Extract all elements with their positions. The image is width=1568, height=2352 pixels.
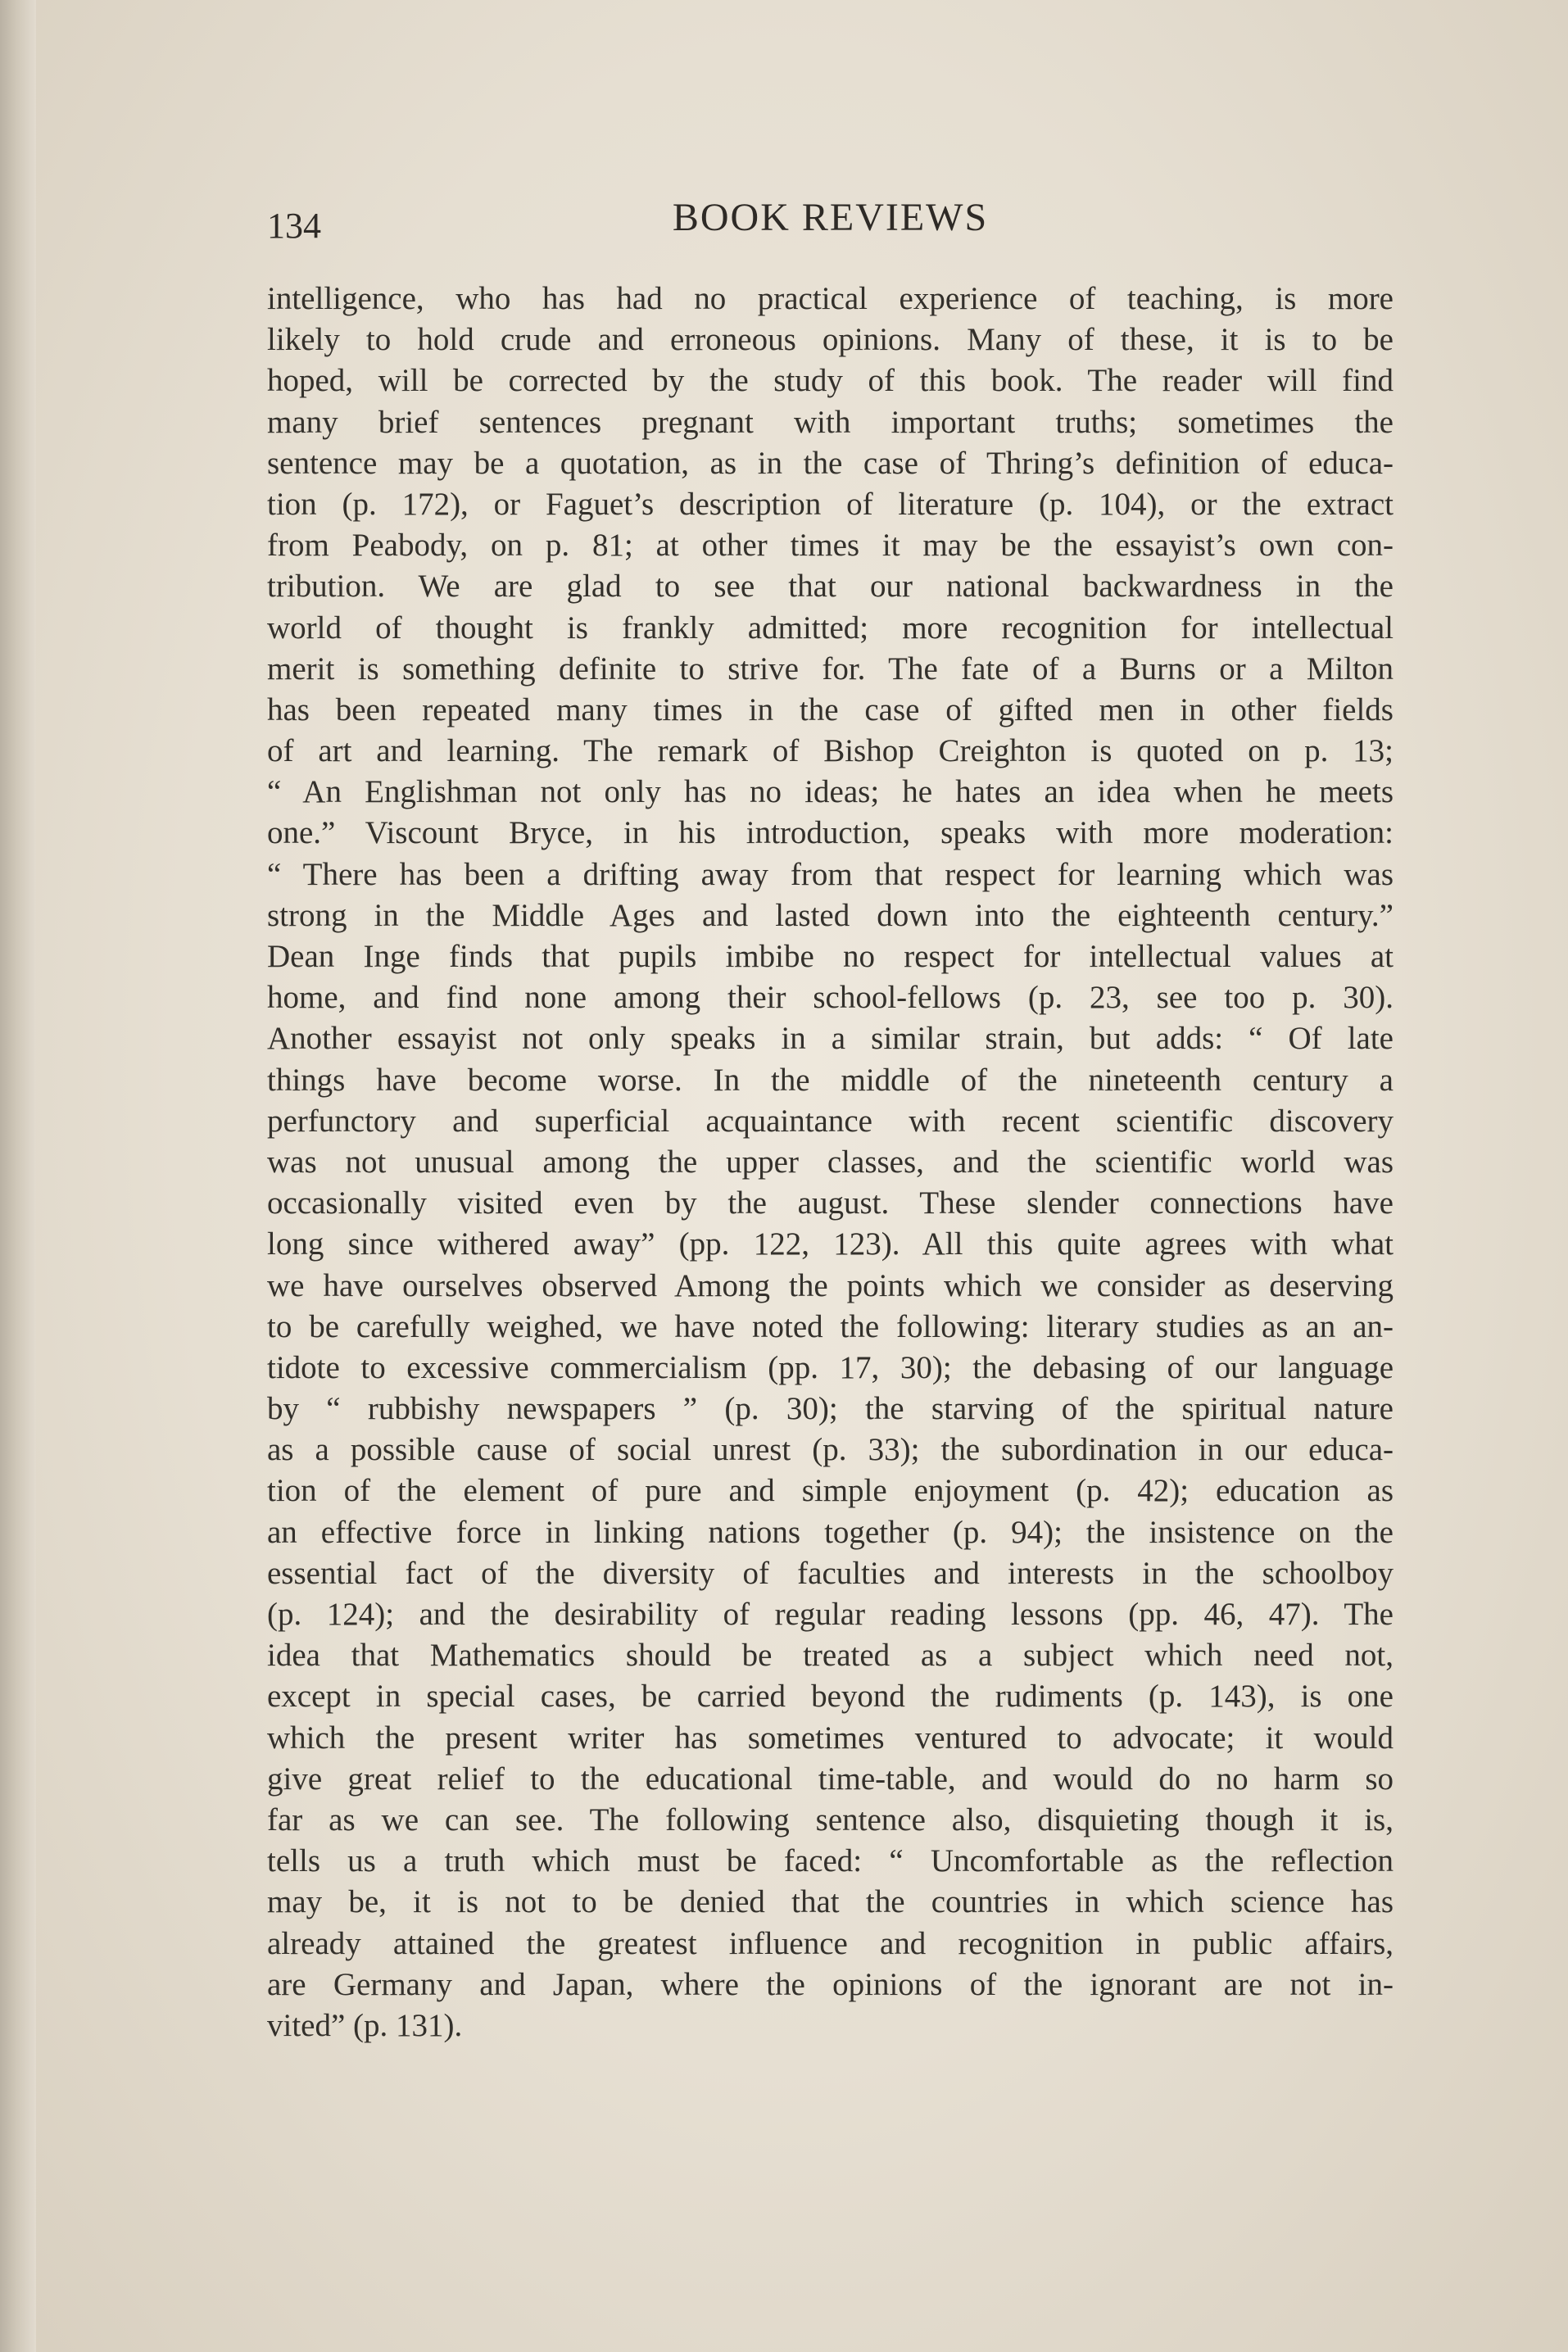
text-line: perfunctory and superficial acquaintance with recent scientific discovery	[267, 1103, 1394, 1139]
text-line: as a possible cause of social unrest (p. 33); the subordination in our educa-	[267, 1432, 1394, 1468]
text-line: Another essayist not only speaks in a similar strain, but adds: “ Of late	[267, 1021, 1394, 1057]
text-line: essential fact of the diversity of faculties and interests in the schoolboy	[267, 1555, 1394, 1591]
text-line: an effective force in linking nations together (p. 94); the insistence on the	[267, 1514, 1394, 1550]
text-line: tells us a truth which must be faced: “ Uncomfortable as the reflection	[267, 1843, 1394, 1879]
text-line: occasionally visited even by the august. These slender connections have	[267, 1185, 1394, 1221]
text-line: merit is something definite to strive for. The fate of a Burns or a Milton	[267, 650, 1394, 687]
text-line: world of thought is frankly admitted; more recognition for intellectual	[267, 610, 1394, 646]
text-line: except in special cases, be carried beyond the rudiments (p. 143), is one	[267, 1679, 1394, 1715]
text-line: many brief sentences pregnant with important truths; sometimes the	[267, 404, 1394, 440]
text-line: sentence may be a quotation, as in the case of Thring’s definition of educa-	[267, 445, 1394, 481]
text-line: are Germany and Japan, where the opinions of the ignorant are not in-	[267, 1966, 1394, 2002]
text-line: Dean Inge finds that pupils imbibe no respect for intellectual values at	[267, 939, 1394, 974]
text-line: strong in the Middle Ages and lasted down into the eighteenth century.”	[267, 897, 1394, 933]
text-line: tion (p. 172), or Faguet’s description of literature (p. 104), or the extract	[267, 486, 1394, 522]
text-line: things have become worse. In the middle of the nineteenth century a	[267, 1062, 1394, 1098]
page-gutter-shadow	[0, 0, 36, 2352]
text-line: already attained the greatest influence and recognition in public affairs,	[267, 1925, 1394, 1961]
text-line: tidote to excessive commercialism (pp. 17, 30); the debasing of our language	[267, 1349, 1394, 1385]
text-line: far as we can see. The following sentence also, disquieting though it is,	[267, 1801, 1394, 1838]
text-line: from Peabody, on p. 81; at other times it may be the essayist’s own con-	[267, 528, 1394, 564]
text-line: which the present writer has sometimes ventured to advocate; it would	[267, 1720, 1394, 1756]
text-line: tribution. We are glad to see that our national backwardness in the	[267, 569, 1394, 605]
text-line: long since withered away” (pp. 122, 123). All this quite agrees with what	[267, 1226, 1394, 1262]
text-line: was not unusual among the upper classes, and the scientific world was	[267, 1144, 1394, 1180]
text-line: one.” Viscount Bryce, in his introduction, speaks with more moderation:	[267, 815, 1394, 851]
text-line: has been repeated many times in the case of gifted men in other fields	[267, 691, 1394, 727]
text-line: “ An Englishman not only has no ideas; he hates an idea when he meets	[267, 774, 1394, 810]
text-line: likely to hold crude and erroneous opinions. Many of these, it is to be	[267, 322, 1394, 358]
text-line: (p. 124); and the desirability of regular reading lessons (pp. 46, 47). The	[267, 1597, 1394, 1632]
text-line: hoped, will be corrected by the study of this book. The reader will find	[267, 363, 1394, 399]
text-line: vited” (p. 131).	[267, 2007, 463, 2043]
text-line: tion of the element of pure and simple enjoyment (p. 42); education as	[267, 1473, 1394, 1509]
review-text-block	[267, 279, 1394, 2046]
text-line: we have ourselves observed Among the points which we consider as deserving	[267, 1267, 1394, 1303]
text-line: of art and learning. The remark of Bishop Creighton is quoted on p. 13;	[267, 733, 1394, 769]
text-line: may be, it is not to be denied that the countries in which science has	[267, 1884, 1394, 1920]
text-line: home, and find none among their school-fellows (p. 23, see too p. 30).	[267, 980, 1394, 1016]
page-number: 134	[267, 206, 321, 246]
text-line: to be carefully weighed, we have noted the following: literary studies as an an-	[267, 1308, 1394, 1344]
text-line: give great relief to the educational time-table, and would do no harm so	[267, 1761, 1394, 1797]
page-header	[267, 195, 1394, 252]
running-head: BOOK REVIEWS	[672, 196, 989, 239]
text-line: “ There has been a drifting away from that respect for learning which was	[267, 856, 1394, 892]
text-line: intelligence, who has had no practical experience of teaching, is more	[267, 281, 1394, 316]
text-line: idea that Mathematics should be treated as a subject which need not,	[267, 1638, 1394, 1674]
text-line: by “ rubbishy newspapers ” (p. 30); the starving of the spiritual nature	[267, 1391, 1394, 1427]
